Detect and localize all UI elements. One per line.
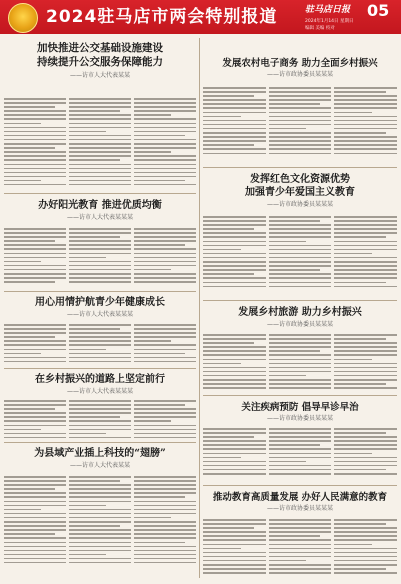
article-body bbox=[4, 324, 196, 365]
article-body bbox=[4, 98, 196, 188]
emblem-icon bbox=[8, 3, 38, 33]
masthead-logo: 驻马店日报 bbox=[305, 5, 351, 15]
page-number: 05 bbox=[367, 1, 390, 20]
article-body bbox=[203, 87, 397, 157]
section-divider bbox=[203, 395, 397, 396]
article-subhead: ——访市政协委员某某某 bbox=[266, 321, 333, 328]
article-youth-health bbox=[4, 297, 196, 365]
article-body bbox=[4, 228, 196, 285]
article-headline: 加强青少年爱国主义教育 bbox=[245, 187, 355, 198]
article-headline: 用心用情护航青少年健康成长 bbox=[35, 297, 165, 308]
article-body bbox=[4, 476, 196, 566]
article-subhead: ——访市政协委员某某某 bbox=[266, 71, 333, 78]
article-headline: 发展乡村旅游 助力乡村振兴 bbox=[238, 307, 362, 318]
section-divider bbox=[203, 485, 397, 486]
article-headline: 在乡村振兴的道路上坚定前行 bbox=[35, 374, 165, 385]
article-headline: 推动教育高质量发展 办好人民满意的教育 bbox=[212, 492, 388, 503]
article-subhead: ——访市政协委员某某某 bbox=[266, 201, 333, 208]
article-quality-education bbox=[203, 492, 397, 578]
article-subhead: ——访市人大代表某某某 bbox=[66, 311, 133, 318]
article-body bbox=[203, 216, 397, 290]
article-headline: 持续提升公交服务保障能力 bbox=[37, 56, 163, 68]
article-headline: 发展农村电子商务 助力全面乡村振兴 bbox=[222, 58, 378, 69]
header-banner bbox=[0, 0, 401, 34]
section-divider bbox=[203, 167, 397, 168]
article-body bbox=[4, 400, 196, 441]
article-headline: 关注疾病预防 倡导早诊早治 bbox=[241, 402, 359, 413]
article-rural-ecommerce bbox=[203, 58, 397, 164]
article-headline: 加快推进公交基础设施建设 bbox=[37, 42, 163, 54]
article-headline: 为县域产业插上科技的“翅膀” bbox=[34, 448, 166, 459]
section-title: 2024驻马店市两会特别报道 bbox=[46, 7, 278, 27]
article-body bbox=[203, 519, 397, 576]
column-divider bbox=[199, 38, 200, 578]
article-body bbox=[203, 428, 397, 477]
editor-credits: 编辑 美编 校对 bbox=[305, 26, 335, 31]
article-disease-prevention bbox=[203, 402, 397, 482]
section-divider bbox=[203, 300, 397, 301]
article-county-tech bbox=[4, 448, 196, 578]
article-rural-tourism bbox=[203, 307, 397, 393]
section-divider bbox=[4, 193, 196, 194]
article-subhead: ——访市人大代表某某 bbox=[69, 462, 130, 469]
article-subhead: ——访市人大代表某某某 bbox=[66, 214, 133, 221]
article-subhead: ——访市政协委员某某某 bbox=[266, 505, 333, 512]
article-sunshine-education bbox=[4, 200, 196, 288]
article-public-transport bbox=[4, 42, 196, 190]
section-divider bbox=[4, 291, 196, 292]
section-divider bbox=[4, 442, 196, 443]
article-headline: 发挥红色文化资源优势 bbox=[250, 174, 350, 185]
dateline: 2024年1月14日 星期日 bbox=[305, 19, 354, 24]
article-body bbox=[203, 334, 397, 391]
section-divider bbox=[4, 368, 196, 369]
article-subhead: ——访市人大代表某某某 bbox=[66, 388, 133, 395]
article-subhead: ——访市人大代表某某 bbox=[69, 72, 130, 79]
article-subhead: ——访市政协委员某某某 bbox=[266, 415, 333, 422]
article-red-culture bbox=[203, 174, 397, 298]
article-rural-revitalization bbox=[4, 374, 196, 440]
article-headline: 办好阳光教育 推进优质均衡 bbox=[38, 200, 162, 211]
